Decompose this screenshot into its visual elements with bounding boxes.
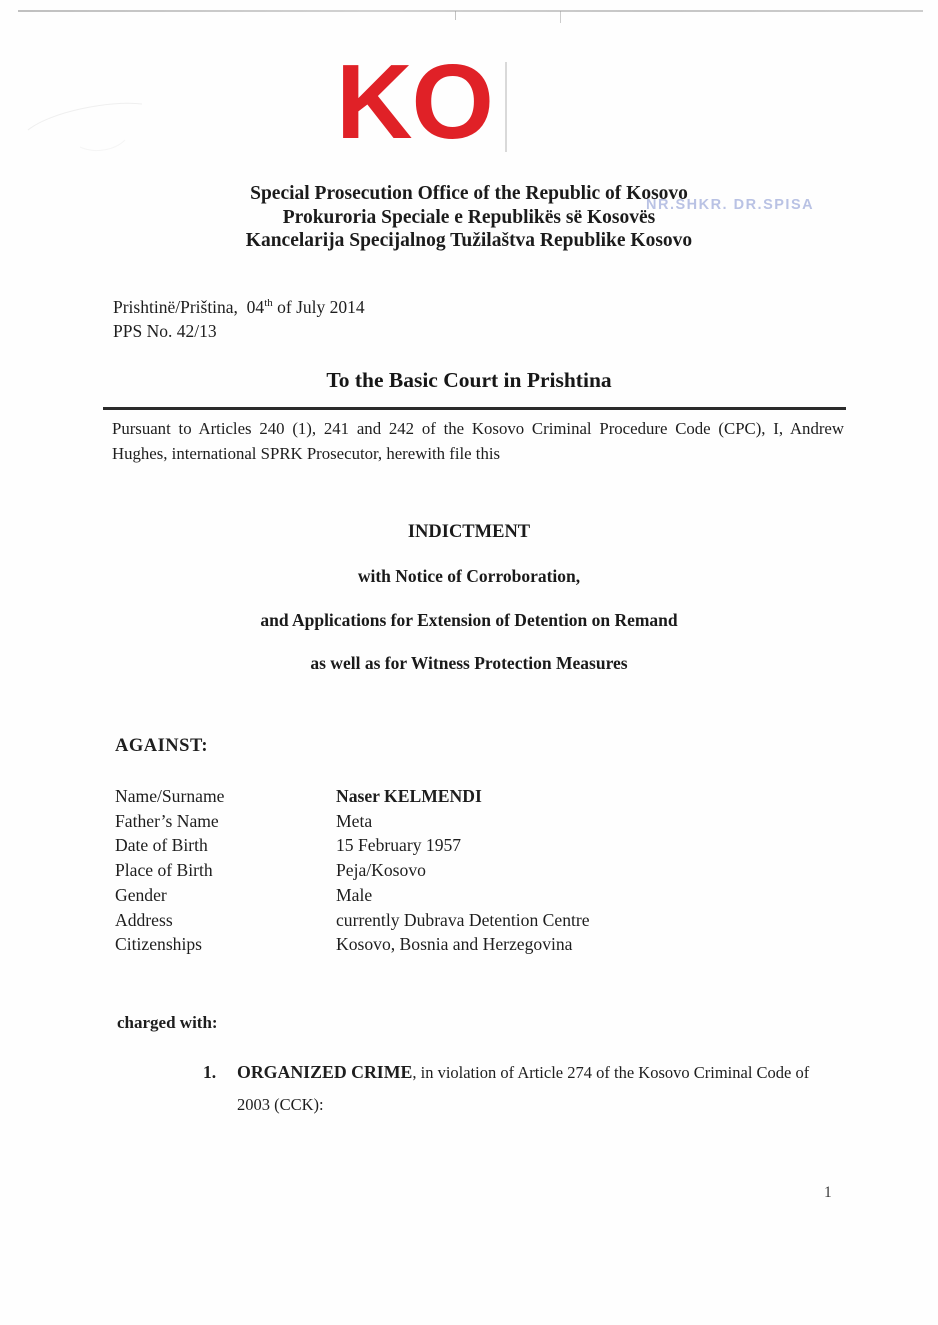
title-rule — [103, 407, 846, 410]
office-header-en: Special Prosecution Office of the Republic of Kosovo — [250, 183, 688, 204]
date-ordinal: th — [264, 297, 273, 310]
place-date-prefix: Prishtinë/Priština, 04 — [113, 297, 265, 317]
field-row — [115, 932, 735, 957]
field-row — [115, 784, 735, 809]
scan-artifact-smudge — [20, 92, 150, 172]
against-heading: AGAINST: — [115, 736, 209, 756]
indictment-subtitle-2: and Applications for Extension of Detention on Remand — [260, 610, 678, 630]
field-label: Place of Birth — [115, 860, 213, 881]
field-row — [115, 833, 735, 858]
page-number: 1 — [824, 1184, 832, 1201]
indictment-subtitle-1: with Notice of Corroboration, — [357, 566, 581, 586]
field-label: Father’s Name — [115, 810, 219, 831]
charged-with-heading: charged with: — [117, 1013, 218, 1032]
field-label: Date of Birth — [115, 835, 208, 856]
field-label: Name/Surname — [115, 786, 225, 806]
registry-stamp: NR.SHKR. DR.SPISA — [646, 197, 815, 213]
meta-block — [113, 296, 365, 343]
scan-artifact-tick — [455, 11, 456, 20]
field-value: 15 February 1957 — [336, 835, 462, 856]
field-row — [115, 809, 735, 834]
office-header-sq: Prokuroria Speciale e Republikës së Kosovës — [282, 206, 656, 228]
field-row — [115, 883, 735, 908]
charge-description: , in violation of Article 274 of the Kosovo Criminal Code of 2003 (CCK): — [237, 1063, 810, 1114]
place-date-line — [113, 296, 365, 320]
charge-number: 1. — [203, 1062, 217, 1082]
court-title: To the Basic Court in Prishtina — [326, 368, 612, 392]
field-value: Male — [336, 884, 373, 905]
field-label: Citizenships — [115, 934, 202, 955]
field-label: Address — [115, 909, 173, 930]
intro-paragraph: Pursuant to Articles 240 (1), 241 and 242 of the Kosovo Criminal Procedure Code (CPC), I, Andrew Hughes, international SPRK Prosecutor, herewith file this — [112, 419, 844, 463]
defendant-table — [115, 784, 735, 957]
field-value: Peja/Kosovo — [336, 860, 426, 881]
charge-text — [237, 1056, 812, 1121]
office-header — [0, 182, 938, 253]
indictment-subtitle-3: as well as for Witness Protection Measures — [310, 653, 628, 673]
field-row — [115, 908, 735, 933]
field-value: Kosovo, Bosnia and Herzegovina — [336, 934, 573, 955]
logo-divider-line — [505, 62, 507, 152]
case-number: PPS No. 42/13 — [113, 320, 217, 341]
scan-artifact-tick — [560, 11, 561, 23]
indictment-title: INDICTMENT — [407, 522, 531, 542]
ko-logo: KO — [336, 43, 493, 161]
charge-item — [203, 1056, 815, 1121]
office-header-sr: Kancelarija Specijalnog Tužilaštva Republike Kosovo — [245, 230, 693, 251]
field-row — [115, 858, 735, 883]
scan-artifact-line — [18, 10, 923, 12]
field-value: currently Dubrava Detention Centre — [336, 909, 590, 930]
field-label: Gender — [115, 884, 167, 905]
field-value: Meta — [336, 810, 373, 831]
date-suffix: of July 2014 — [272, 297, 365, 317]
charge-title: ORGANIZED CRIME — [237, 1062, 413, 1082]
field-value: Naser KELMENDI — [336, 786, 482, 806]
